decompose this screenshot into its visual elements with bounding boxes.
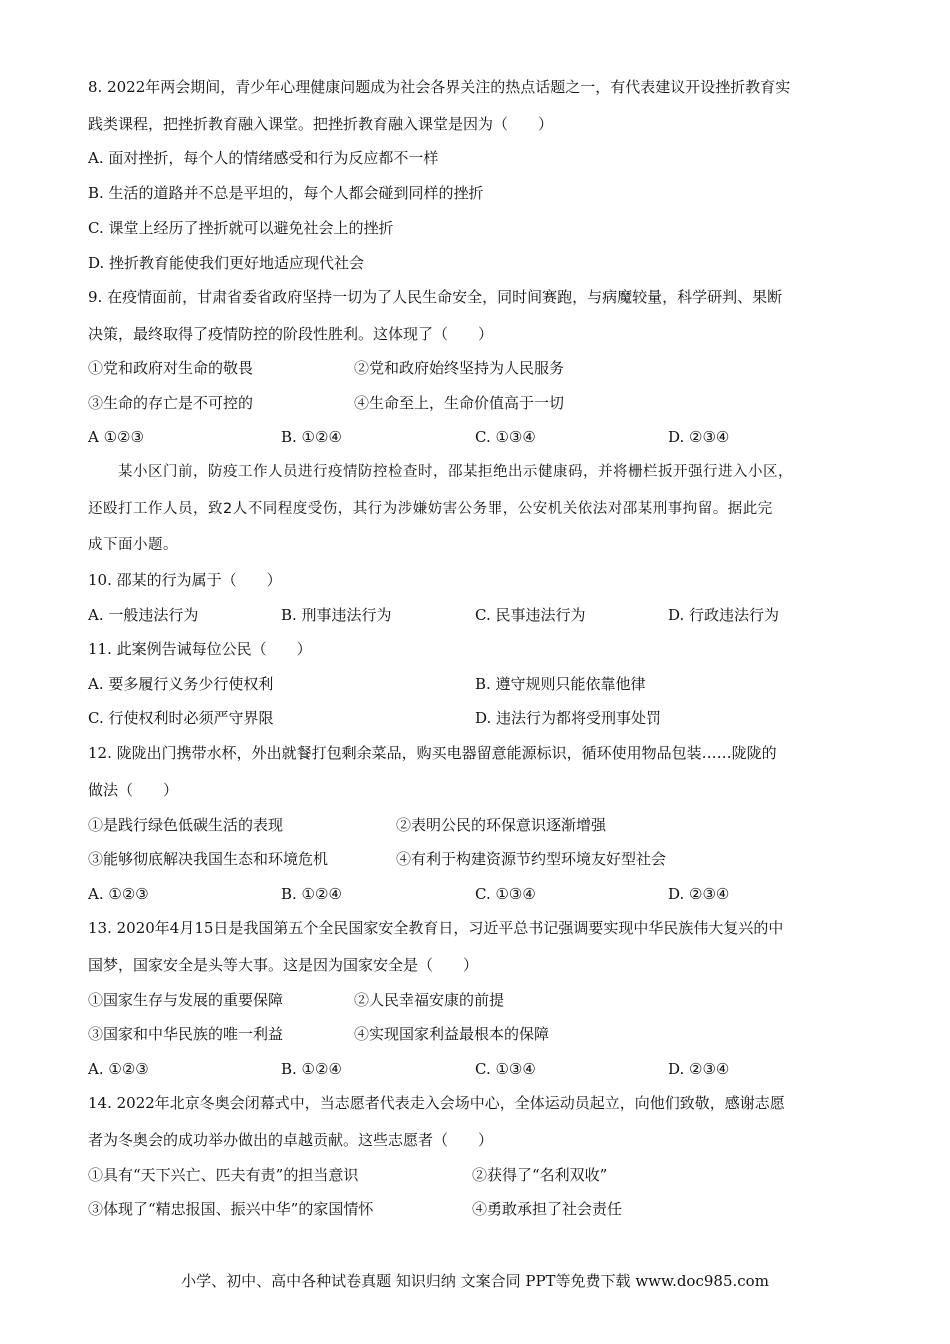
q9-statement-3: ③生命的存亡是不可控的 (88, 394, 254, 412)
q8-stem-line1: 8. 2022年两会期间，青少年心理健康问题成为社会各界关注的热点话题之一，有代表建议开设挫折教育实 (88, 78, 791, 96)
q13-statement-4: ④实现国家利益最根本的保障 (354, 1025, 550, 1043)
q10-option-d: D. 行政违法行为 (668, 606, 780, 624)
q12-statement-1: ①是践行绿色低碳生活的表现 (88, 816, 284, 834)
material-line2: 还殴打工作人员，致2人不同程度受伤，其行为涉嫌妨害公务罪，公安机关依法对邵某刑事拘留。据此完 (88, 501, 773, 517)
q9-statement-2: ②党和政府始终坚持为人民服务 (354, 359, 565, 377)
q9-statement-4: ④生命至上，生命价值高于一切 (354, 394, 565, 412)
q14-statement-1: ①具有“天下兴亡、匹夫有责”的担当意识 (88, 1166, 359, 1184)
q12-option-d: D. ②③④ (668, 885, 730, 903)
q12-statement-2: ②表明公民的环保意识逐渐增强 (396, 816, 607, 834)
q11-option-d: D. 违法行为都将受刑事处罚 (475, 709, 662, 727)
q11-option-c: C. 行使权利时必须严守界限 (88, 709, 274, 727)
q8-option-a: A. 面对挫折，每个人的情绪感受和行为反应都不一样 (88, 149, 439, 167)
q14-statement-3: ③体现了“精忠报国、振兴中华”的家国情怀 (88, 1200, 374, 1218)
q12-option-b: B. ①②④ (281, 885, 342, 903)
q9-stem-line1: 9. 在疫情面前，甘肃省委省政府坚持一切为了人民生命安全，同时间赛跑，与病魔较量，科学研判、果断 (88, 288, 783, 306)
q13-stem-line1: 13. 2020年4月15日是我国第五个全民国家安全教育日，习近平总书记强调要实现中华民族伟大复兴的中 (88, 919, 784, 937)
q13-statement-2: ②人民幸福安康的前提 (354, 991, 505, 1009)
q10-option-b: B. 刑事违法行为 (281, 606, 392, 624)
q13-statement-1: ①国家生存与发展的重要保障 (88, 991, 284, 1009)
q9-option-c: C. ①③④ (475, 428, 536, 446)
q8-option-c: C. 课堂上经历了挫折就可以避免社会上的挫折 (88, 219, 394, 237)
q8-option-b: B. 生活的道路并不总是平坦的，每个人都会碰到同样的挫折 (88, 184, 484, 202)
q9-option-a: A ①②③ (88, 428, 144, 446)
material-line1: 某小区门前，防疫工作人员进行疫情防控检查时，邵某拒绝出示健康码，并将栅栏扳开强行进入小区， (118, 464, 793, 480)
q13-stem-line2: 国梦，国家安全是头等大事。这是因为国家安全是（ ） (88, 956, 479, 974)
q12-statement-3: ③能够彻底解决我国生态和环境危机 (88, 850, 329, 868)
q11-option-a: A. 要多履行义务少行使权利 (88, 675, 274, 693)
q12-stem-line1: 12. 陇陇出门携带水杯，外出就餐打包剩余菜品，购买电器留意能源标识，循环使用物品包装……陇陇的 (88, 744, 777, 762)
q14-statement-4: ④勇敢承担了社会责任 (472, 1200, 623, 1218)
q11-option-b: B. 遵守规则只能依靠他律 (475, 675, 646, 693)
q10-stem: 10. 邵某的行为属于（ ） (88, 571, 282, 589)
q9-stem-line2: 决策，最终取得了疫情防控的阶段性胜利。这体现了（ ） (88, 325, 494, 343)
page-footer: 小学、初中、高中各种试卷真题 知识归纳 文案合同 PPT等免费下载 www.doc985.com (181, 1272, 769, 1290)
q13-option-c: C. ①③④ (475, 1060, 536, 1078)
q10-option-c: C. 民事违法行为 (475, 606, 586, 624)
q9-option-d: D. ②③④ (668, 428, 730, 446)
q8-option-d: D. 挫折教育能使我们更好地适应现代社会 (88, 254, 365, 272)
q12-statement-4: ④有利于构建资源节约型环境友好型社会 (396, 850, 667, 868)
q14-stem-line2: 者为冬奥会的成功举办做出的卓越贡献。这些志愿者（ ） (88, 1131, 494, 1149)
material-line3: 成下面小题。 (88, 537, 178, 553)
q8-stem-line2: 践类课程，把挫折教育融入课堂。把挫折教育融入课堂是因为（ ） (88, 115, 554, 133)
q12-option-a: A. ①②③ (88, 885, 149, 903)
q9-option-b: B. ①②④ (281, 428, 342, 446)
q11-stem: 11. 此案例告诫每位公民（ ） (88, 640, 312, 658)
q14-stem-line1: 14. 2022年北京冬奥会闭幕式中，当志愿者代表走入会场中心，全体运动员起立，向他们致敬，感谢志愿 (88, 1094, 785, 1112)
q13-option-a: A. ①②③ (88, 1060, 149, 1078)
q13-statement-3: ③国家和中华民族的唯一利益 (88, 1025, 284, 1043)
q10-option-a: A. 一般违法行为 (88, 606, 199, 624)
q13-option-b: B. ①②④ (281, 1060, 342, 1078)
q13-option-d: D. ②③④ (668, 1060, 730, 1078)
q9-statement-1: ①党和政府对生命的敬畏 (88, 359, 254, 377)
q12-stem-line2: 做法（ ） (88, 781, 179, 799)
q14-statement-2: ②获得了“名利双收” (472, 1166, 608, 1184)
q12-option-c: C. ①③④ (475, 885, 536, 903)
